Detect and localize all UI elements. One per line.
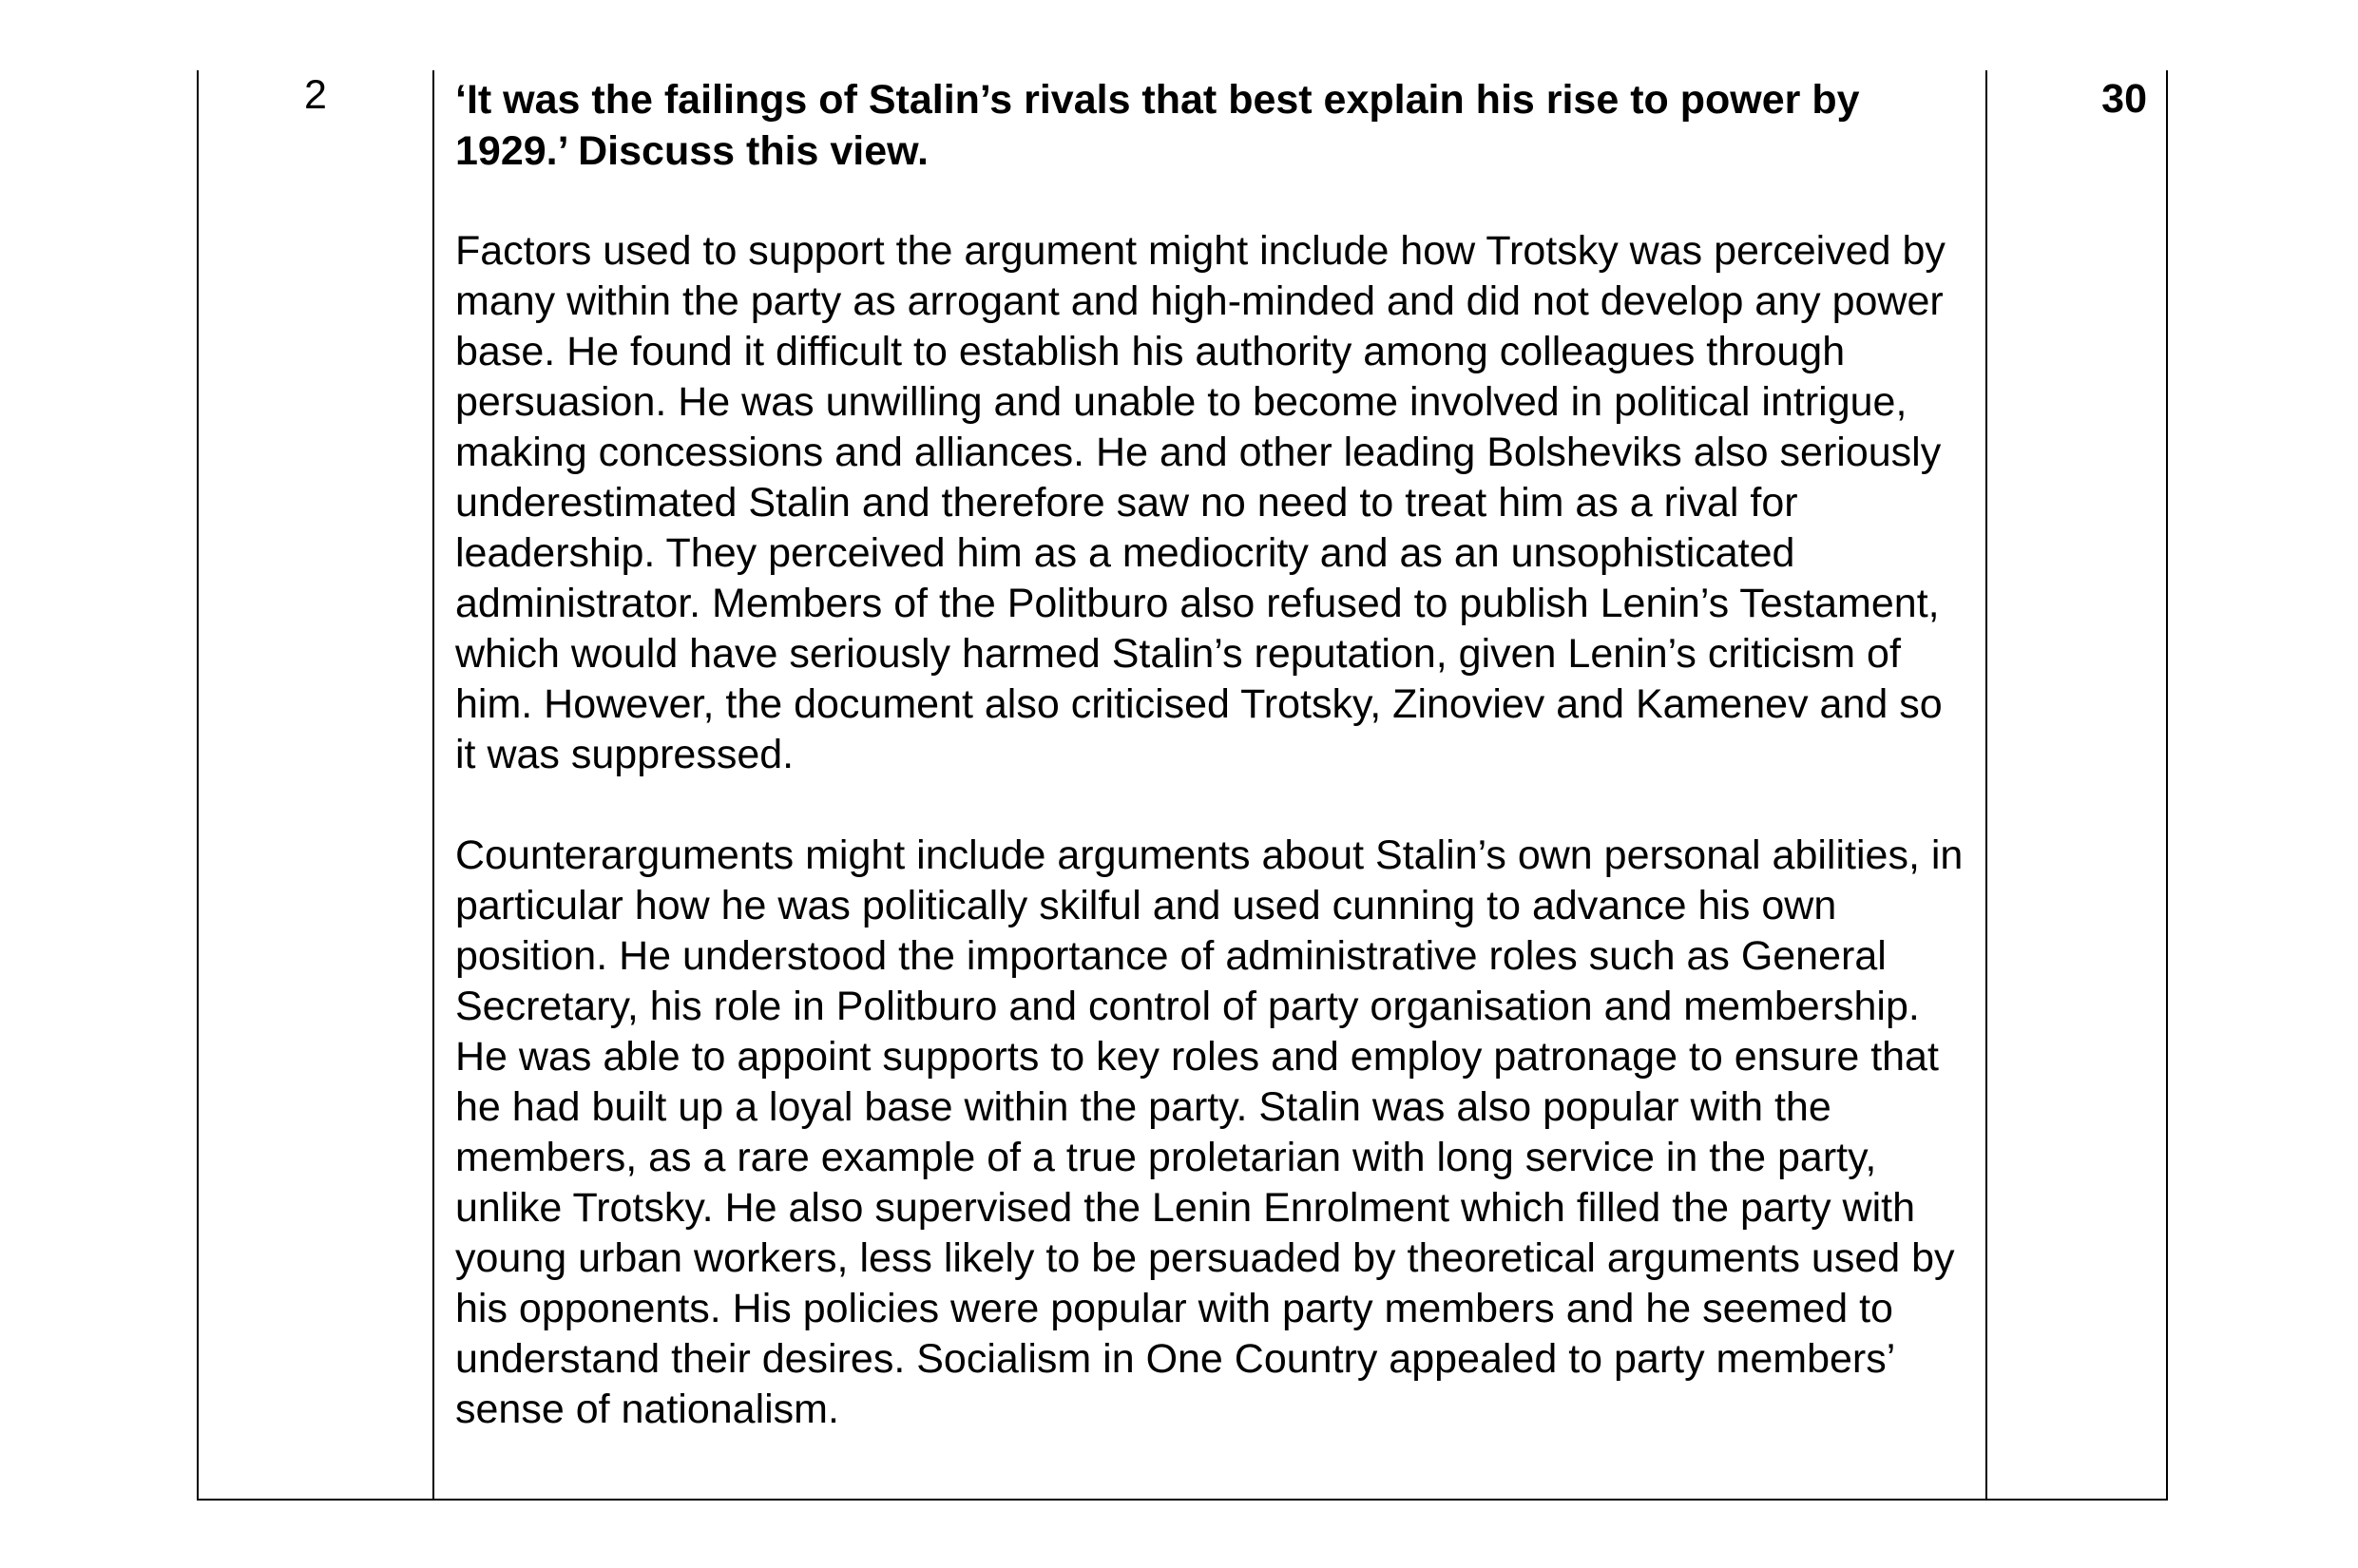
guidance-paragraph-counterarguments: Counterarguments might include arguments about Stalin’s own personal abilities, in particular how he was politically skilful and used cunning to advance his own position. He understood the importance of administrative roles such as General Secretary, his role in Politburo and control of party organisation and membership. He was able to appoint supports to key roles and employ patronage to ensure that he had built up a loyal base within the party. Stalin was also popular with the members, as a rare example of a true proletarian with long service in the party, unlike Trotsky. He also supervised the Lenin Enrolment which filled the party with young urban workers, less likely to be persuaded by theoretical arguments used by his opponents. His policies were popular with party members and he seemed to understand their desires. Socialism in One Country appealed to party members’ sense of nationalism. xyxy=(455,832,1964,1432)
answer-content-cell xyxy=(433,70,1986,1500)
mark-scheme-table xyxy=(197,70,2168,1501)
table-row xyxy=(198,70,2167,1500)
guidance-paragraph-support: Factors used to support the argument might include how Trotsky was perceived by many within the party as arrogant and high-minded and did not develop any power base. He found it difficult to establish his authority among colleagues through persuasion. He was unwilling and unable to become involved in political intrigue, making concessions and alliances. He and other leading Bolsheviks also seriously underestimated Stalin and therefore saw no need to treat him as a rival for leadership. They perceived him as a mediocrity and as an unsophisticated administrator. Members of the Politburo also refused to publish Lenin’s Testament, which would have seriously harmed Stalin’s reputation, given Lenin’s criticism of him. However, the document also criticised Trotsky, Zinoviev and Kamenev and so it was suppressed. xyxy=(455,228,1946,777)
question-text: ‘It was the failings of Stalin’s rivals that best explain his rise to power by 1929.’ Discuss this view. xyxy=(455,77,1860,174)
question-number: 2 xyxy=(198,70,433,1500)
question-marks: 30 xyxy=(1986,70,2167,1500)
